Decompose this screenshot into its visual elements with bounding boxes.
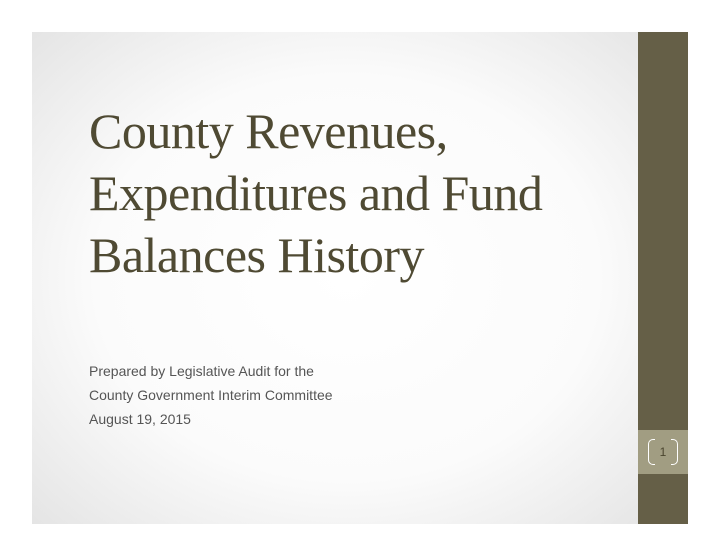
bracket-right-icon (671, 439, 678, 465)
slide-number: 1 (659, 445, 667, 459)
subtitle-prepared-by: Prepared by Legislative Audit for the (89, 363, 314, 379)
slide (32, 32, 688, 524)
slide-subtitle (89, 359, 589, 431)
slide-title (89, 100, 629, 286)
subtitle-date: August 19, 2015 (89, 411, 191, 427)
slide-number-badge (638, 430, 688, 474)
slide-title-line-3: Balances History (89, 227, 424, 283)
slide-title-line-1: County Revenues, (89, 103, 448, 159)
slide-title-line-2: Expenditures and Fund (89, 165, 543, 221)
subtitle-committee: County Government Interim Committee (89, 387, 333, 403)
